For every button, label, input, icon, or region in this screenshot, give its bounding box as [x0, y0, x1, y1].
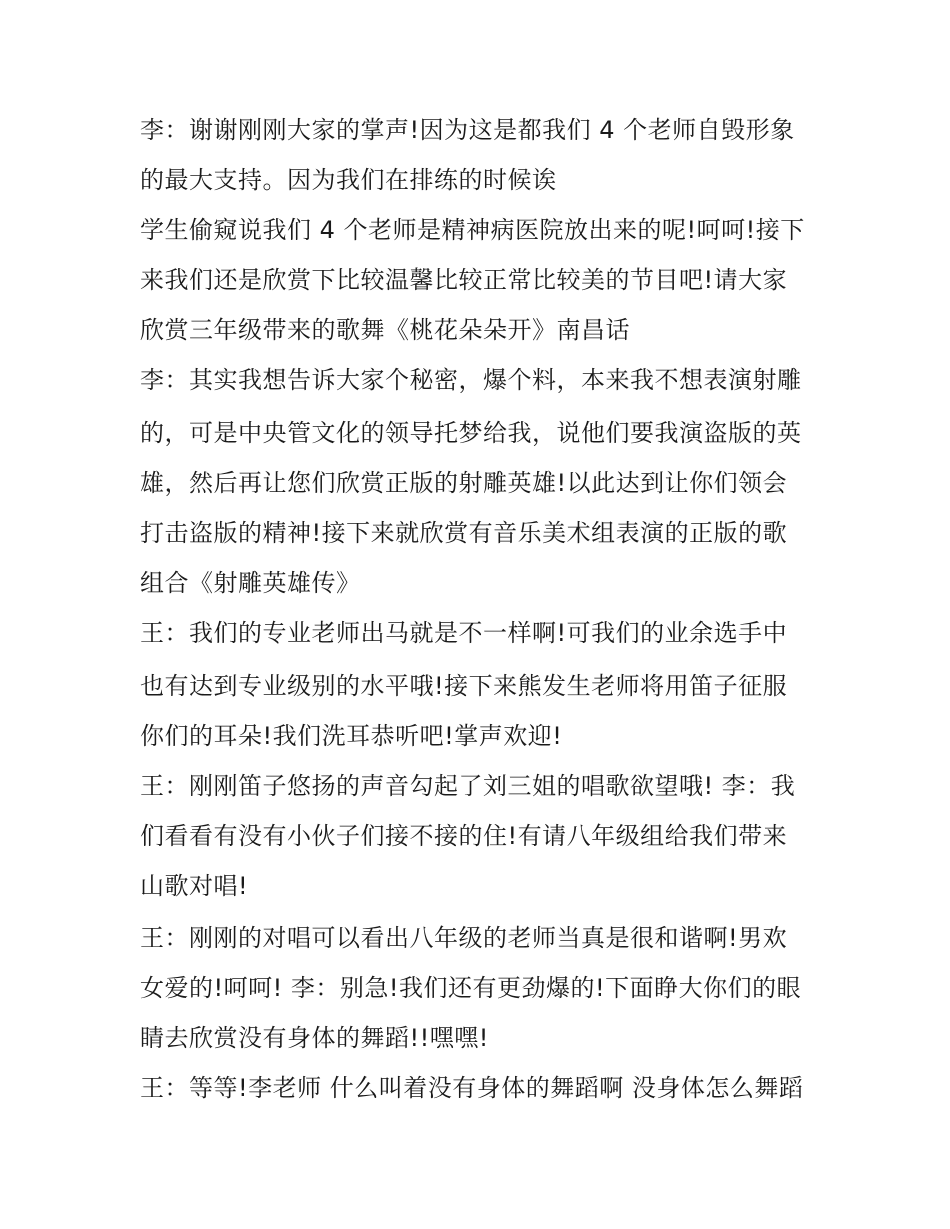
text-line: 的最大支持。因为我们在排练的时候诶 [140, 166, 557, 194]
text-line: 来我们还是欣赏下比较温馨比较正常比较美的节目吧!请大家 [140, 266, 788, 294]
text-line: 李：其实我想告诉大家个秘密，爆个料，本来我不想表演射雕 [140, 366, 802, 394]
text-line: 睛去欣赏没有身体的舞蹈!!嘿嘿! [140, 1024, 489, 1052]
text-line: 打击盗版的精神!接下来就欣赏有音乐美术组表演的正版的歌 [140, 519, 788, 547]
text-line: 山歌对唱! [140, 872, 249, 900]
text-line: 王：刚刚笛子悠扬的声音勾起了刘三姐的唱歌欲望哦! 李：我 [140, 772, 796, 800]
text-line: 雄，然后再让您们欣赏正版的射雕英雄!以此达到让你们领会 [140, 469, 788, 497]
text-line: 你们的耳朵!我们洗耳恭听吧!掌声欢迎! [140, 722, 563, 750]
text-line: 欣赏三年级带来的歌舞《桃花朵朵开》南昌话 [140, 316, 630, 344]
text-line: 学生偷窥说我们 4 个老师是精神病医院放出来的呢!呵呵!接下 [140, 216, 805, 244]
text-line: 组合《射雕英雄传》 [140, 569, 361, 597]
text-line: 李：谢谢刚刚大家的掌声!因为这是都我们 4 个老师自毁形象 [140, 116, 795, 144]
text-line: 们看看有没有小伙子们接不接的住!有请八年级组给我们带来 [140, 822, 788, 850]
text-line: 王：我们的专业老师出马就是不一样啊!可我们的业余选手中 [140, 619, 788, 647]
text-line: 王：刚刚的对唱可以看出八年级的老师当真是很和谐啊!男欢 [140, 924, 788, 952]
text-line: 的，可是中央管文化的领导托梦给我，说他们要我演盗版的英 [140, 419, 802, 447]
text-line: 也有达到专业级别的水平哦!接下来熊发生老师将用笛子征服 [140, 672, 788, 700]
text-line: 王：等等!李老师 什么叫着没有身体的舞蹈啊 没身体怎么舞蹈 [140, 1074, 804, 1102]
text-line: 女爱的!呵呵! 李：别急!我们还有更劲爆的!下面睁大你们的眼 [140, 974, 802, 1002]
